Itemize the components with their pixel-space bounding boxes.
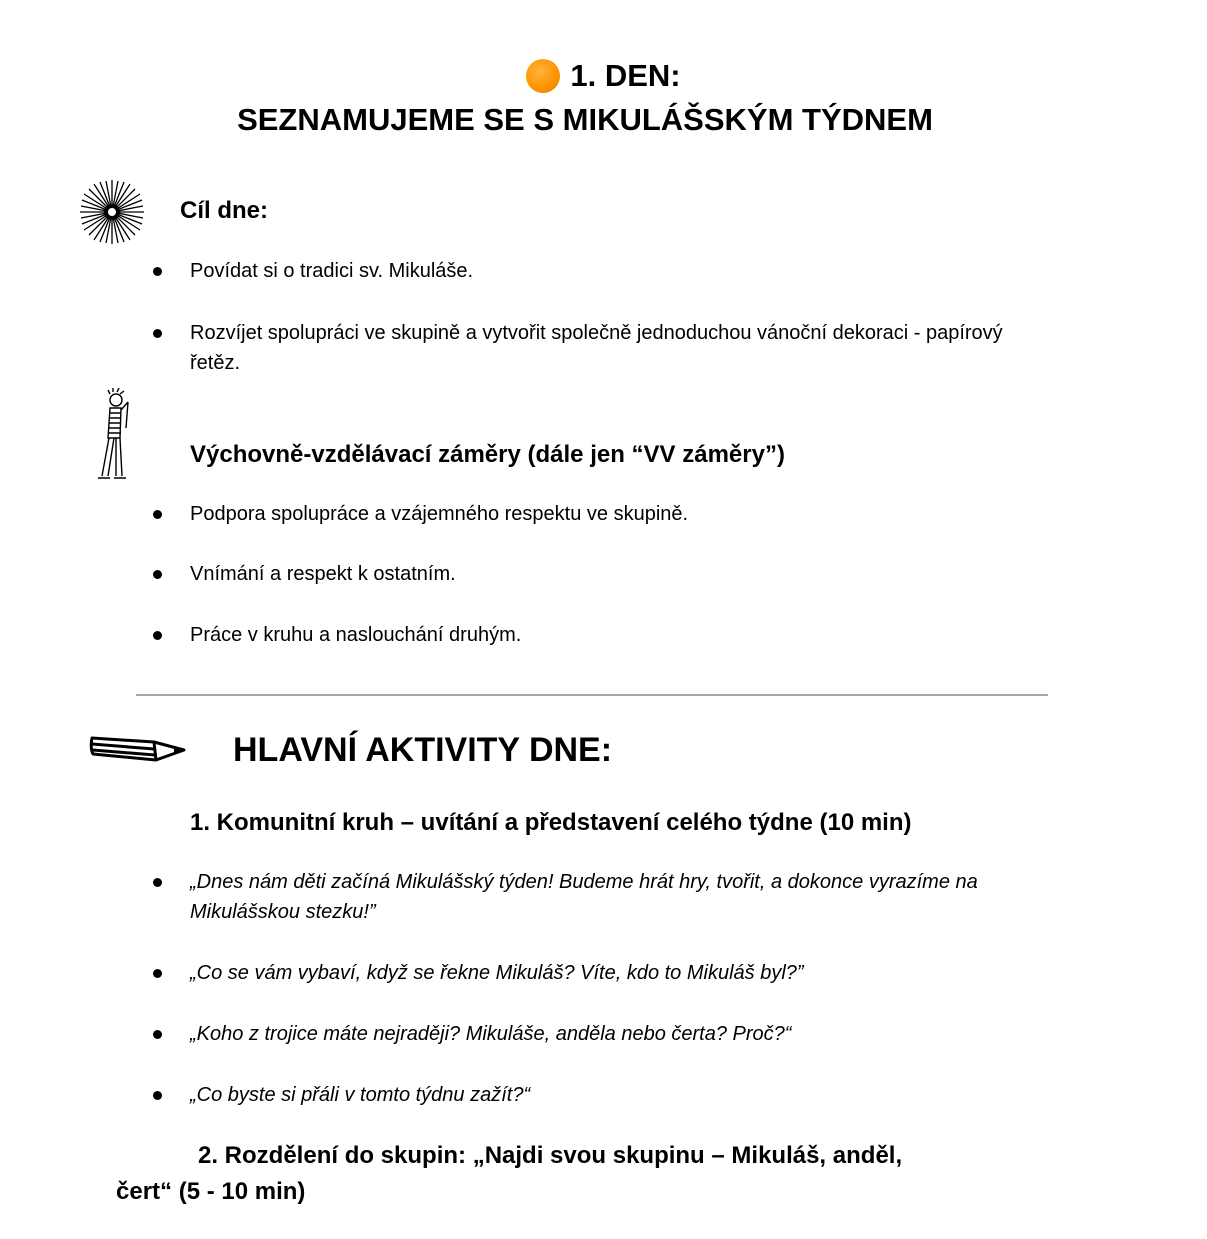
day-title [0,58,1207,94]
bullet-icon [153,1091,162,1100]
bullet-icon [153,631,162,640]
boy-figure-icon [94,388,134,482]
bullet-icon [153,570,162,579]
orange-circle-icon [526,59,560,93]
goal-heading: Cíl dne: [180,197,268,224]
activity2-title-line2: čert“ (5 - 10 min) [116,1178,306,1205]
section-divider [136,694,1048,696]
aims-heading: Výchovně-vzdělávací záměry (dále jen “VV záměry”) [190,441,785,468]
bullet-icon [153,329,162,338]
bullet-icon [153,1030,162,1039]
pencil-icon [88,730,188,770]
activity1-title: 1. Komunitní kruh – uvítání a představení celého týdne (10 min) [190,809,912,836]
activity2-title-line1: 2. Rozdělení do skupin: „Najdi svou skupinu – Mikuláš, anděl, [198,1142,903,1169]
bullet-icon [153,267,162,276]
page-subtitle: SEZNAMUJEME SE S MIKULÁŠSKÝM TÝDNEM [237,102,933,137]
activities-heading: HLAVNÍ AKTIVITY DNE: [233,731,613,769]
day-title-text: 1. DEN: [570,58,681,93]
bullet-icon [153,510,162,519]
bullet-icon [153,878,162,887]
sunburst-icon [78,178,146,246]
bullet-icon [153,969,162,978]
